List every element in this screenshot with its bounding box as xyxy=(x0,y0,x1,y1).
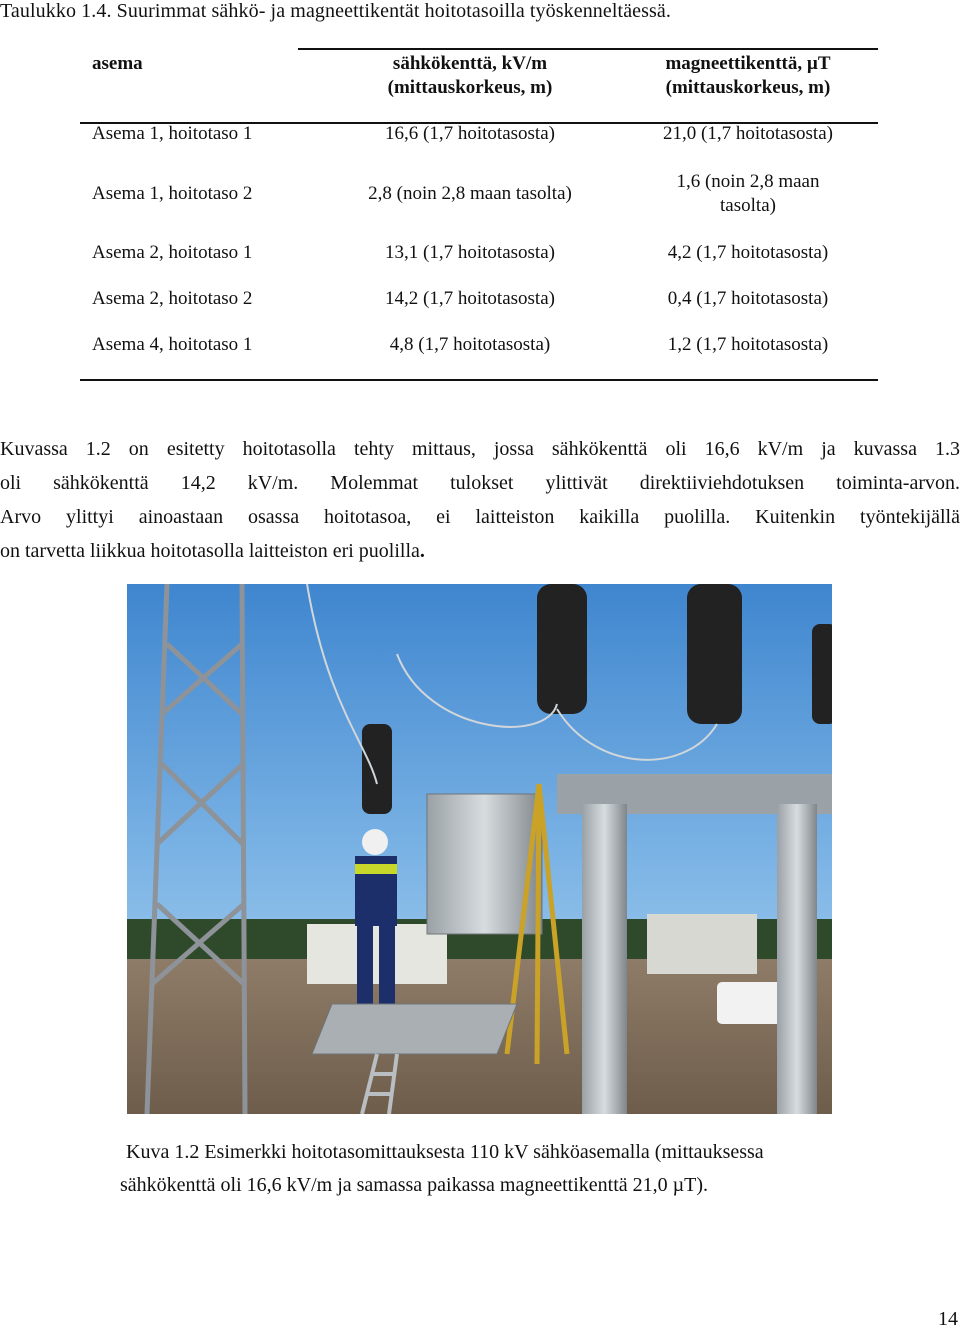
row4-station: Asema 2, hoitotaso 2 xyxy=(92,288,253,309)
row3-station: Asema 2, hoitotaso 1 xyxy=(92,242,253,263)
row1-station: Asema 1, hoitotaso 1 xyxy=(92,123,253,144)
platform xyxy=(312,1004,517,1054)
row4-efield: 14,2 (1,7 hoitotasosta) xyxy=(385,288,555,309)
page-number: 14 xyxy=(938,1308,958,1330)
row4-mfield: 0,4 (1,7 hoitotasosta) xyxy=(667,288,829,309)
paragraph-line-4 xyxy=(0,534,960,568)
row1-efield: 16,6 (1,7 hoitotasosta) xyxy=(385,123,555,144)
header-efield-line2: (mittauskorkeus, m) xyxy=(387,77,553,98)
paragraph-line-2: oli sähkökenttä 14,2 kV/m. Molemmat tulokset ylittivät direktiiviehdotuksen toiminta-arvon. xyxy=(0,472,960,494)
figure-caption-line-1: Kuva 1.2 Esimerkki hoitotasomittauksesta 110 kV sähköasemalla (mittauksessa xyxy=(126,1141,764,1163)
paragraph-line-4-text: on tarvetta liikkua hoitotasolla laitteiston eri puolilla xyxy=(0,540,420,562)
header-efield-line1: sähkökenttä, kV/m xyxy=(392,53,548,74)
paragraph-line-3: Arvo ylittyi ainoastaan osassa hoitotasoa, ei laitteiston kaikilla puolilla. Kuitenkin työntekijällä xyxy=(0,506,960,528)
support-column xyxy=(582,804,627,1114)
row2-mfield xyxy=(628,170,868,218)
figure-caption xyxy=(120,1136,764,1202)
header-mfield xyxy=(628,52,868,100)
paragraph-line-4-period: . xyxy=(419,540,425,562)
building-right xyxy=(647,914,757,974)
table-caption: Taulukko 1.4. Suurimmat sähkö- ja magneettikentät hoitotasoilla työskenneltäessä. xyxy=(0,0,671,22)
substation-photo xyxy=(127,584,832,1114)
building xyxy=(307,924,447,984)
header-station: asema xyxy=(92,53,143,74)
row2-station: Asema 1, hoitotaso 2 xyxy=(92,183,253,204)
row2-mfield-line1: 1,6 (noin 2,8 maan xyxy=(676,171,820,192)
row2-mfield-line2: tasolta) xyxy=(720,195,776,216)
table-bottom-rule xyxy=(80,379,878,381)
table-top-rule xyxy=(298,48,878,50)
row1-mfield: 21,0 (1,7 hoitotasosta) xyxy=(663,123,833,144)
row5-efield: 4,8 (1,7 hoitotasosta) xyxy=(389,334,551,355)
support-column-right xyxy=(777,804,817,1114)
header-efield xyxy=(320,52,620,100)
row2-efield: 2,8 (noin 2,8 maan tasolta) xyxy=(368,183,572,204)
header-mfield-line1: magneettikenttä, µT xyxy=(665,53,831,74)
header-mfield-line2: (mittauskorkeus, m) xyxy=(665,77,831,98)
row3-efield: 13,1 (1,7 hoitotasosta) xyxy=(385,242,555,263)
row5-mfield: 1,2 (1,7 hoitotasosta) xyxy=(667,334,829,355)
figure-caption-line-2: sähkökenttä oli 16,6 kV/m ja samassa paikassa magneettikenttä 21,0 µT). xyxy=(120,1174,709,1196)
row5-station: Asema 4, hoitotaso 1 xyxy=(92,334,253,355)
body-paragraph xyxy=(0,432,960,568)
row3-mfield: 4,2 (1,7 hoitotasosta) xyxy=(667,242,829,263)
paragraph-line-1: Kuvassa 1.2 on esitetty hoitotasolla tehty mittaus, jossa sähkökenttä oli 16,6 kV/m ja kuvassa 1.3 xyxy=(0,438,960,460)
